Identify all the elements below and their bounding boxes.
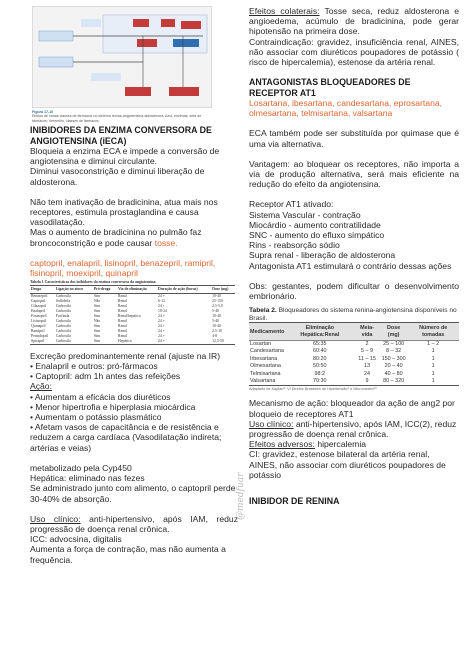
ieca-table-cell: 6-12 — [158, 298, 166, 303]
ieca-table-cell: 24 + — [157, 339, 211, 345]
arb-table-header: Meia-vida — [354, 323, 380, 340]
ieca-table-header: Droga — [30, 285, 55, 293]
arb-table-row — [249, 363, 459, 370]
vantagem-text: Vantagem: ao bloquear os receptores, não importa a via de produção alternativa, será mais eficiente na redução do efeito da angiotensina. — [249, 158, 459, 190]
ieca-table-cell: Fosfinila — [55, 313, 70, 318]
arb-table-cell: 40 – 80 — [384, 370, 403, 377]
ieca-table-cell: Sim — [93, 339, 117, 345]
ieca-table-cell: Carboxila — [55, 339, 93, 345]
aumenta-text: Aumenta a força de contração, mas não aumenta a frequência. — [30, 544, 226, 565]
arb-table-cell: 5 – 9 — [361, 348, 374, 355]
ieca-table-cell: Sim — [93, 308, 100, 313]
tosse-highlight: tosse. — [154, 237, 178, 248]
metab-line-1: metabolizado pela Cyp450 — [30, 462, 132, 473]
arb-table-row — [249, 378, 459, 386]
acao-item: • Menor hipertrofia e hiperplasia miocárdica — [30, 401, 196, 412]
ieca-table-cell: Sim — [93, 323, 100, 328]
ieca-table-cell: Não — [93, 298, 101, 303]
ieca-table-cell: 24 + — [158, 293, 165, 298]
figure-caption — [32, 110, 212, 123]
receptor-item: Miocárdio - aumento contratilidade — [249, 219, 381, 230]
receptor-item: Sistema Vascular - contração — [249, 209, 361, 220]
ieca-table-cell: 24 + — [158, 333, 165, 338]
ieca-table-cell: 24 + — [158, 328, 165, 333]
efeitos-text: Tosse seca, reduz aldosterona e angioedema, acúmulo de bradicinina, pode gerar hipotensão na primeira dose. — [249, 6, 459, 37]
arb-table-cell: 1 — [431, 363, 435, 370]
arb-table-cell: 1 — [431, 348, 435, 355]
icc-text: ICC: advocsina, digitalis — [30, 534, 122, 545]
arb-table-header: Medicamento — [249, 323, 285, 340]
ieca-table-cell: Sim — [93, 293, 100, 298]
ieca-table-cell: Renal — [118, 308, 127, 313]
ieca-table-row — [30, 339, 235, 345]
ieca-table-cell: 5-40 — [212, 318, 220, 323]
ieca-table-cell: Carboxila — [55, 333, 71, 338]
efeitos-adv-text: hipercalemia — [317, 439, 367, 450]
captopril-note: • Captopril: adm 1h antes das refeições — [30, 371, 181, 382]
ieca-table-cell: Sim — [93, 333, 100, 338]
ieca-table-cell: 10-40 — [212, 323, 221, 328]
arb-table-cell: Candesartana — [250, 348, 284, 355]
acao-item: • Aumentam o potássio plasmático — [30, 412, 162, 423]
receptor-item: SNC - aumento do efluxo simpático — [249, 230, 385, 241]
ieca-table-cell: Perindopril — [31, 333, 49, 338]
mecanismo-text: Mecanismo de ação: bloqueador da ação de ang2 por bloqueio de receptores AT1 — [249, 398, 455, 419]
ieca-table-cell: Não — [93, 318, 101, 323]
excretion-text: Excreção predominantemente renal (ajuste na IR) — [30, 350, 221, 361]
acao-list — [30, 392, 238, 453]
renina-heading: INIBIDOR DE RENINA — [249, 495, 340, 506]
ieca-table-cell: Renal — [118, 323, 127, 328]
receptor-item: Rins - reabsorção sódio — [249, 240, 340, 251]
arb-table-cell: 150 – 300 — [381, 355, 406, 362]
ieca-table-header: Dose (mg) — [211, 285, 235, 293]
arb-table-cell: 65:35 — [313, 340, 327, 347]
ieca-table-cell: Carboxila — [55, 318, 71, 323]
ieca-drug-list: captopril, enalapril, lisinopril, benazepril, ramipril, fisinopril, moexipril, quinapril — [30, 257, 216, 279]
at1-uso-clinico — [249, 419, 459, 439]
ieca-table-cell: Carboxila — [55, 308, 71, 313]
arb-table-cell: 24 — [364, 370, 371, 377]
ieca-table-cell: 25-150 — [212, 298, 223, 303]
receptor-item: Supra renal - liberação de aldosterona — [249, 250, 396, 261]
left-column — [30, 6, 238, 565]
acao-item: • Aumentam a eficácia dos diuréticos — [30, 391, 171, 402]
efeitos-adv-label: Efeitos adversos: — [249, 439, 315, 450]
arb-table-cell: 8 – 32 — [386, 348, 402, 355]
ieca-table-cell: Sulfidrila — [55, 298, 71, 303]
ieca-table-cell: Renal/hepática — [118, 313, 141, 318]
ieca-table-cell: 2,5-5,0 — [212, 303, 223, 308]
arb-table-cell: 1 — [431, 370, 435, 377]
ieca-table-cell: 10-40 — [212, 293, 221, 298]
arb-table-row — [249, 348, 459, 355]
ieca-p4-text: Mas o aumento de bradicinina no pulmão faz broncoconstrição e pode causar — [30, 227, 202, 248]
arb-table-label: Tabela 2. — [249, 307, 277, 315]
arb-table-row — [249, 371, 459, 378]
raas-diagram-image — [33, 7, 211, 107]
ieca-table-cell: Benazepril — [31, 293, 48, 298]
ieca-table-cell: Sim — [93, 303, 100, 308]
ieca-table-header: Duração de ação (horas) — [157, 285, 211, 293]
at1-uso-text: anti-hipertensivo, após IAM, ICC(2), reduz progressão de doença renal crônica. — [249, 418, 457, 439]
ieca-table-cell: Ramipril — [31, 328, 45, 333]
ieca-table-cell: Spirapril — [30, 339, 55, 345]
ieca-table-cell: 24 + — [158, 318, 165, 323]
figure-number: Figura 17-10 — [32, 110, 54, 114]
efeitos-adversos — [249, 439, 459, 449]
ieca-p3: Não tem inativação de bradicinina, atua mais nos receptores, estimula prostaglandina e causa vasodilatação. — [30, 196, 218, 228]
arb-table-cell: 9 — [354, 378, 380, 386]
ieca-table-cell: Captopril — [31, 298, 46, 303]
ieca-table-cell: Sim — [93, 313, 100, 318]
efeitos-colaterais — [249, 6, 459, 37]
arb-table-cell: Valsartana — [249, 378, 285, 386]
ieca-table-cell: Renal — [118, 298, 127, 303]
arb-table-cell: Losartan — [250, 340, 271, 347]
ieca-table-caption: Tabela 1 Características dos inibidores da enzima conversora da angiotensina. — [30, 280, 157, 285]
arb-table-cell: 98:2 — [314, 370, 326, 377]
uso-label: Uso clínico: — [30, 513, 81, 524]
acao-item: • Afetam vasos de capacitância e de resistência e reduzem a carga cardíaca (Vasodilatação indireta; artérias e veias) — [30, 422, 222, 453]
ieca-table-cell: 4-8 — [212, 333, 218, 338]
ieca-table-cell: Lisinopril — [31, 318, 46, 323]
ieca-p1: Bloqueia a enzima ECA e impede a conversão de angiotensina e diminui circulante. — [30, 146, 220, 167]
ieca-table-cell: Renal — [118, 318, 127, 323]
ieca-table-cell: 2,5-10 — [212, 328, 222, 333]
ieca-table-cell: 5-40 — [212, 308, 220, 313]
arb-table-cell: Olmesartana — [250, 363, 281, 370]
ieca-heading: INIBIDORES DA ENZIMA CONVERSORA DE ANGIOTENSINA (iECA) — [30, 125, 212, 146]
arb-table-caption — [249, 307, 459, 322]
ieca-table-header: Pró-droga — [93, 285, 117, 293]
arb-table-row — [249, 356, 459, 363]
arb-table-header: Número de tomadas — [407, 323, 459, 340]
ieca-table-cell: 10-40 — [212, 313, 221, 318]
at1-uso-label: Uso clínico: — [249, 418, 294, 429]
ieca-table-cell: Renal — [118, 328, 127, 333]
watermark: @medfuar — [236, 472, 246, 520]
ieca-table-cell: Cilazapril — [31, 303, 46, 308]
ieca-table-header: Ligação no zinco — [55, 285, 93, 293]
arb-table-source: Adaptado de Kaplan⁸; VI Diretriz Brasileira de Hipertensão⁹ e Micromedex¹⁰ — [249, 387, 377, 392]
at1-drug-list: Losartana, ibesartana, candesartana, eprosartana, olmesartana, telmisartana, valsartana — [249, 98, 443, 119]
arb-table-cell: 11 – 15 — [358, 355, 376, 362]
ieca-table-header: Via de eliminação — [117, 285, 157, 293]
metab-line-3: Se administrado junto com alimento, o captopril perde 30-40% de absorção. — [30, 483, 236, 504]
ieca-table-cell: 24 + — [158, 313, 165, 318]
arb-table-cell: 50:50 — [313, 363, 327, 370]
ieca-table-cell: 24 + — [158, 323, 165, 328]
ieca-table-cell: 24 + — [158, 303, 165, 308]
ieca-table-cell: Renal — [118, 303, 127, 308]
arb-table-cell: 20 – 40 — [384, 363, 403, 370]
ieca-table-cell: Quinapril — [31, 323, 46, 328]
raas-figure — [32, 6, 212, 108]
ieca-table-cell: Carboxila — [55, 328, 71, 333]
arb-table-cell: 60:40 — [313, 348, 327, 355]
ieca-table-cell: Sim — [93, 328, 100, 333]
figure-caption-text: Efeitos de várias classes de fármacos no sistema renina-angiotensina-aldosterona. Azul, enzimas; seta de fármacos; Vermelho, classes de fármacos. — [32, 114, 202, 123]
arb-table-cell: 1 — [407, 378, 459, 386]
arb-table-cell: Telmisartana — [250, 370, 281, 377]
ieca-table-cell: Enalapril — [31, 308, 45, 313]
receptor-item: Antagonista AT1 estimulará o contrário dessas ações — [249, 260, 452, 271]
acao-label: Ação: — [30, 381, 52, 392]
ieca-p4 — [30, 227, 238, 247]
ieca-p2: Diminui vasoconstrição e diminui liberação de aldosterona. — [30, 166, 205, 187]
arb-table-header: Dose (mg) — [380, 323, 407, 340]
arb-table-cell: 25 – 100 — [383, 340, 405, 347]
ieca-table-cell: Fosinopril — [31, 313, 47, 318]
arb-table-cell: 70:30 — [285, 378, 354, 386]
ieca-table — [30, 280, 235, 345]
ci-text: CI: gravidez, estenose bilateral da artéria renal, AINES, não associar com diuréticos poupadores de potássio — [249, 449, 446, 480]
arb-table-cell: 80 – 320 — [380, 378, 407, 386]
arb-table-header: Eliminação Hepática:Renal — [285, 323, 354, 340]
ieca-table-cell: Carboxila — [55, 323, 71, 328]
metab-line-2: Hepática: eliminado nas fezes — [30, 473, 145, 484]
efeitos-label: Efeitos colaterais: — [249, 6, 320, 16]
at1-heading: ANTAGONISTAS BLOQUEADORES DE RECEPTOR AT1 — [249, 77, 411, 98]
receptor-list — [249, 210, 459, 271]
contraindicacao-text: Contraindicação: gravidez, insuficiência renal, AINES, não associar com diuréticos poupadores de potássio ( risco de hipercalemia), estenose da artéria renal. — [249, 36, 459, 68]
ieca-table-cell: 12,5-50 — [211, 339, 235, 345]
receptor-title: Receptor AT1 ativado: — [249, 199, 334, 210]
uso-text: anti-hipertensivo, após IAM, reduz progressão de doença renal crônica. — [30, 513, 238, 534]
obs-text: Obs: gestantes, podem dificultar o desenvolvimento embrionário. — [249, 280, 459, 302]
ieca-table-cell: Renal — [118, 293, 127, 298]
arb-table-row — [249, 340, 459, 348]
arb-table-caption-text: Bloqueadores do sistema renina-angiotensina disponíveis no Brasil. — [249, 307, 457, 322]
ieca-table-cell: Carboxila — [55, 293, 71, 298]
arb-table-cell: 2 — [365, 340, 369, 347]
eca-quimase-text: ECA também pode ser substituída por quimase que é uma via alternativa. — [249, 128, 459, 149]
arb-table — [249, 307, 459, 392]
enalapril-note: • Enalapril e outros: pró-fármacos — [30, 361, 158, 372]
ieca-table-cell: Renal — [118, 333, 127, 338]
ieca-uso-clinico — [30, 514, 238, 534]
right-column — [249, 6, 459, 506]
arb-table-cell: Irbesartana — [250, 355, 278, 362]
arb-table-cell: 13 — [364, 363, 371, 370]
arb-table-cell: 1 — [431, 355, 435, 362]
ieca-table-cell: Hepática — [117, 339, 157, 345]
ieca-table-cell: 18-24 — [158, 308, 167, 313]
arb-table-cell: 1 – 2 — [427, 340, 440, 347]
arb-table-cell: 80:20 — [313, 355, 327, 362]
ieca-table-cell: Carboxila — [55, 303, 71, 308]
